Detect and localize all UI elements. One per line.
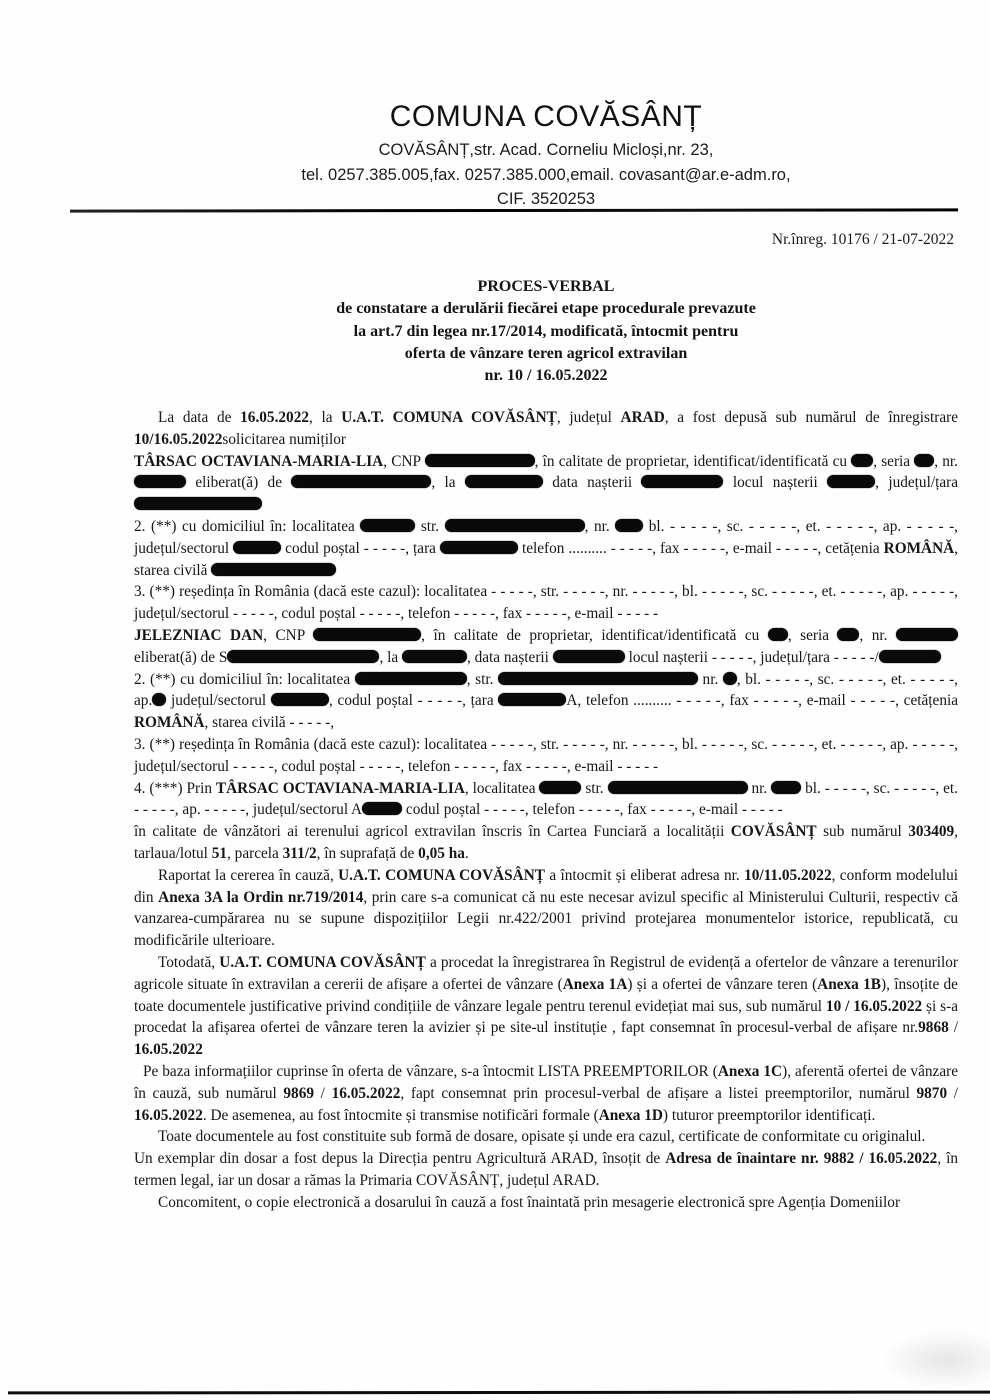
text-run: . De asemenea, au fost întocmite și transmise notificări formale (: [202, 1106, 599, 1124]
redaction-bar: [771, 781, 801, 794]
letterhead-divider-line: [70, 208, 958, 212]
redaction-bar: [896, 628, 958, 641]
text-run: 16.05.2022: [240, 409, 309, 426]
document-title-block: [134, 276, 958, 387]
redaction-bar: [615, 519, 643, 532]
redaction-bar: [914, 454, 934, 467]
registration-number: Nr.înreg. 10176 / 21-07-2022: [771, 231, 954, 248]
paragraph: [134, 407, 958, 451]
text-run: a procedat la înregistrarea în Registrul de evidență a ofertelor de vânzare a terenurilor agricole situate în extravilan a cererii de afișare a ofertei de vânzare (: [134, 953, 958, 993]
redaction-bar: [313, 628, 421, 641]
text-run: data nașterii: [542, 474, 642, 492]
redaction-bar: [768, 628, 788, 641]
text-run: , tarlaua/lotul: [134, 823, 958, 862]
text-run: solicitarea numiților: [222, 430, 347, 448]
text-run: , localitatea: [464, 779, 540, 797]
paragraph: [134, 865, 958, 952]
text-run: locul nașterii - - - - -, județul/țara - - - - -/: [624, 648, 879, 666]
text-run: U.A.T. COMUNA COVĂSÂNȚ: [338, 866, 545, 884]
text-run: str.: [581, 779, 608, 797]
text-run: 16.05.2022: [331, 1084, 401, 1102]
letterhead: [134, 100, 958, 212]
paragraph: [134, 1061, 958, 1126]
text-run: , în suprafață de: [316, 844, 419, 862]
paragraph: [134, 1192, 958, 1214]
text-run: , seria: [787, 626, 838, 644]
text-run: Anexa 1C: [717, 1062, 783, 1080]
scan-edge-line: [8, 1391, 990, 1394]
redaction-bar: [134, 475, 186, 488]
redaction-bar: [233, 541, 281, 554]
text-run: codul poștal - - - - -, telefon - - - - -, fax - - - - -, e-mail - - - - -: [402, 801, 783, 819]
text-run: /: [948, 1019, 959, 1037]
paragraph: [134, 625, 958, 669]
text-run: Anexa 3A la Ordin nr.719/2014: [158, 888, 364, 906]
redaction-bar: [425, 454, 535, 467]
document-body: [134, 407, 958, 1213]
text-run: ) și a ofertei de vânzare teren (: [627, 975, 818, 993]
text-run: , conform modelului din: [134, 866, 958, 906]
text-run: Adresa de înaintare nr. 9882 / 16.05.2022: [665, 1150, 938, 1168]
text-run: str.: [415, 517, 445, 535]
text-run: 16.05.2022: [134, 1041, 203, 1059]
text-run: Anexa 1B: [817, 975, 881, 993]
text-run: , a fost depusă sub numărul de înregistrare: [664, 409, 958, 426]
title-line: nr. 10 / 16.05.2022: [484, 367, 608, 385]
text-run: ROMÂNĂ: [883, 539, 955, 557]
org-cif: CIF. 3520253: [496, 190, 596, 208]
text-run: U.A.T. COMUNA COVĂSÂNȚ: [219, 953, 426, 971]
text-run: , în calitate de proprietar, identificat/identificată cu: [534, 452, 852, 470]
text-run: eliberat(ă) de S: [134, 648, 228, 666]
text-run: , în termen legal, iar un dosar a rămas la Primaria COVĂSÂNȚ, județul ARAD.: [134, 1150, 958, 1189]
redaction-bar: [152, 693, 166, 706]
text-run: TÂRSAC OCTAVIANA-MARIA-LIA: [215, 779, 465, 797]
title-line: oferta de vânzare teren agricol extravilan: [404, 344, 688, 362]
text-run: /: [947, 1084, 959, 1102]
text-run: , CNP: [263, 626, 314, 644]
redaction-bar: [723, 672, 737, 685]
redaction-bar: [539, 781, 581, 794]
text-run: , starea civilă: [134, 539, 958, 579]
paragraph: [134, 1148, 958, 1192]
title-line: de constatare a derulării fiecărei etape procedurale prevazute: [336, 300, 756, 318]
text-run: bl. - - - - -, sc. - - - - -, et. - - - - -, ap. - - - - -, județul/sectorul A: [134, 779, 958, 819]
text-run: JELEZNIAC DAN: [134, 626, 264, 644]
text-run: în calitate de vânzători ai terenului agricol extravilan înscris în Cartea Funciară a localității: [134, 823, 731, 841]
text-run: ), aferentă ofertei de vânzare în cauză, sub numărul: [134, 1062, 958, 1102]
text-run: 10 / 16.05.2022: [825, 997, 923, 1015]
text-run: 303409: [908, 823, 955, 841]
text-run: codul poștal - - - - -, țara: [281, 539, 440, 557]
text-run: 10/11.05.2022: [744, 866, 832, 884]
text-run: , nr.: [584, 517, 616, 535]
text-run: , la: [309, 409, 342, 426]
text-run: locul nașterii: [723, 474, 828, 492]
text-run: Concomitent, o copie electronică a dosarului în cauză a fost înaintată prin mesagerie electronică spre Agenția Domeniilor: [158, 1193, 901, 1211]
redaction-bar: [134, 497, 262, 510]
text-run: ), însoțite de toate documentele justificative privind condițiile de vânzare legale pentru terenul evidețiat mai sus, sub numărul: [134, 975, 958, 1015]
text-run: a întocmit și eliberat adresa nr.: [544, 866, 745, 884]
text-run: , nr.: [934, 452, 958, 470]
text-run: sub numărul: [816, 823, 909, 841]
text-run: , în calitate de proprietar, identificat/identificată cu: [421, 626, 768, 644]
text-run: Un exemplar din dosar a fost depus la Direcția pentru Agricultură ARAD, însoțit de: [134, 1150, 666, 1168]
paragraph: [134, 669, 958, 734]
scan-noise: [880, 1330, 990, 1390]
paragraph: [134, 778, 958, 822]
text-run: , județul: [556, 409, 621, 426]
redaction-bar: [879, 650, 941, 663]
text-run: , fapt consemnat prin procesul-verbal de afișare a listei preemptorilor, numărul: [400, 1084, 917, 1102]
text-run: , județul/țara: [875, 474, 958, 492]
redaction-bar: [402, 650, 467, 663]
text-run: 2. (**) cu domiciliul în: localitatea: [134, 670, 355, 688]
text-run: eliberat(ă) de: [186, 474, 292, 492]
text-run: 0,05 ha: [418, 844, 465, 862]
text-run: 10/16.05.2022: [134, 430, 223, 448]
text-run: 311/2: [282, 844, 317, 862]
text-run: ARAD: [620, 409, 665, 426]
text-run: COVĂSÂNȚ: [730, 823, 817, 841]
org-contact: tel. 0257.385.005,fax. 0257.385.000,email. covasant@ar.e-adm.ro,: [301, 165, 791, 184]
text-run: bl. - - - - -, sc. - - - - -, et. - - - - -, ap. - - - - -, județul/sectorul: [134, 517, 958, 557]
redaction-bar: [360, 519, 415, 532]
text-run: Anexa 1A: [562, 975, 628, 993]
text-run: 2. (**) cu domiciliul în: localitatea: [134, 517, 361, 535]
paragraph: [134, 581, 958, 625]
redaction-bar: [827, 475, 875, 488]
text-run: 3. (**) reședința în România (dacă este cazul): localitatea - - - - -, str. - - - - -, nr. - - - - -, bl. - - - - -, sc. - - - - -, et. - - - - -, ap. - - - - -, județul/sectorul - - - - -, codul poștal - - - - -, telefon - - - - -, fax - - - - -, e-mail - - - - -: [134, 583, 958, 623]
text-run: județul/sectorul: [166, 692, 271, 710]
paragraph: [134, 516, 958, 581]
redaction-bar: [498, 693, 566, 706]
paragraph: [134, 1126, 958, 1148]
text-run: Anexa 1D: [598, 1106, 663, 1124]
text-run: și s-a procedat la afișarea ofertei de vânzare teren la avizier și pe site-ul instituție , fapt consemnat în procesul-verbal de afișare nr.: [134, 997, 958, 1037]
text-run: , parcela: [227, 844, 283, 862]
org-address: COVĂSÂNȚ,str. Acad. Corneliu Micloși,nr. 23,: [378, 141, 714, 159]
redaction-bar: [445, 519, 585, 532]
text-run: , bl. - - - - -, sc. - - - - -, et. - - - - -, ap.: [134, 670, 959, 710]
text-run: , data nașterii: [466, 648, 553, 666]
redaction-bar: [498, 672, 698, 685]
text-run: , la: [431, 474, 465, 492]
text-run: 4. (***) Prin: [134, 779, 216, 797]
text-run: , starea civilă - - - - -,: [204, 714, 335, 732]
text-run: ) tuturor preemptorilor identificați.: [662, 1106, 876, 1124]
text-run: , CNP: [383, 452, 425, 470]
redaction-bar: [851, 454, 873, 467]
text-run: 51: [211, 844, 228, 862]
title-line: la art.7 din legea nr.17/2014, modificată, întocmit pentru: [353, 322, 739, 340]
redaction-bar: [355, 672, 467, 685]
text-run: A, telefon .......... - - - - -, fax - - - - -, e-mail - - - - -, cetățenia: [566, 692, 959, 710]
text-run: Totodată,: [158, 953, 220, 971]
text-run: 16.05.2022: [134, 1106, 203, 1124]
text-run: .: [464, 844, 469, 862]
text-run: ROMÂNĂ: [134, 714, 205, 732]
redaction-bar: [440, 541, 518, 554]
title-line: PROCES-VERBAL: [477, 278, 615, 295]
text-run: , la: [379, 648, 402, 666]
text-run: Pe baza informațiilor cuprinse în oferta de vânzare, s-a întocmit LISTA PREEMPTORILOR (: [143, 1062, 718, 1080]
text-run: , str.: [466, 670, 498, 688]
paragraph: [134, 734, 958, 778]
text-run: 9868: [918, 1019, 949, 1037]
text-run: 3. (**) reședința în România (dacă este cazul): localitatea - - - - -, str. - - - - -, nr. - - - - -, bl. - - - - -, sc. - - - - -, et. - - - - -, ap. - - - - -, județul/sectorul - - - - -, codul poștal - - - - -, telefon - - - - -, fax - - - - -, e-mail - - - - -: [134, 735, 958, 775]
redaction-bar: [211, 563, 336, 576]
redaction-bar: [271, 693, 329, 706]
paragraph: [134, 952, 958, 1061]
paragraph: [134, 451, 958, 516]
text-run: , nr.: [859, 626, 896, 644]
redaction-bar: [291, 475, 431, 488]
text-run: U.A.T. COMUNA COVĂSÂNȚ: [341, 409, 557, 426]
text-run: Raportat la cererea în cauză,: [158, 866, 339, 884]
text-run: , prin care s-a comunicat că nu este necesar avizul specific al Ministerului Culturii, respectiv că vanzarea-cumpărarea nu se supune dispozițiilor Legii nr.422/2001 privind protejarea monumentelor istorice, republicată, cu modificările ulterioare.: [134, 888, 959, 950]
text-run: 9869: [283, 1084, 314, 1102]
redaction-bar: [608, 781, 748, 794]
text-run: TÂRSAC OCTAVIANA-MARIA-LIA: [134, 452, 384, 470]
redaction-bar: [227, 650, 379, 663]
text-run: , seria: [873, 452, 915, 470]
text-run: nr.: [697, 670, 723, 688]
redaction-bar: [641, 475, 723, 488]
redaction-bar: [362, 802, 402, 815]
text-run: , codul poștal - - - - -, țara: [328, 692, 499, 710]
redaction-bar: [553, 650, 625, 663]
text-run: /: [314, 1084, 332, 1102]
redaction-bar: [465, 475, 543, 488]
text-run: 9870: [916, 1084, 948, 1102]
redaction-bar: [837, 628, 859, 641]
org-name: COMUNA COVĂSÂNȚ: [389, 100, 703, 133]
text-run: Toate documentele au fost constituite sub formă de dosare, opisate și unde era cazul, certificate de conformitate cu originalul.: [158, 1128, 926, 1146]
text-run: telefon .......... - - - - -, fax - - - - -, e-mail - - - - -, cetățenia: [517, 539, 884, 557]
text-run: La data de: [158, 409, 241, 426]
text-run: nr.: [747, 779, 772, 797]
paragraph: [134, 821, 958, 865]
